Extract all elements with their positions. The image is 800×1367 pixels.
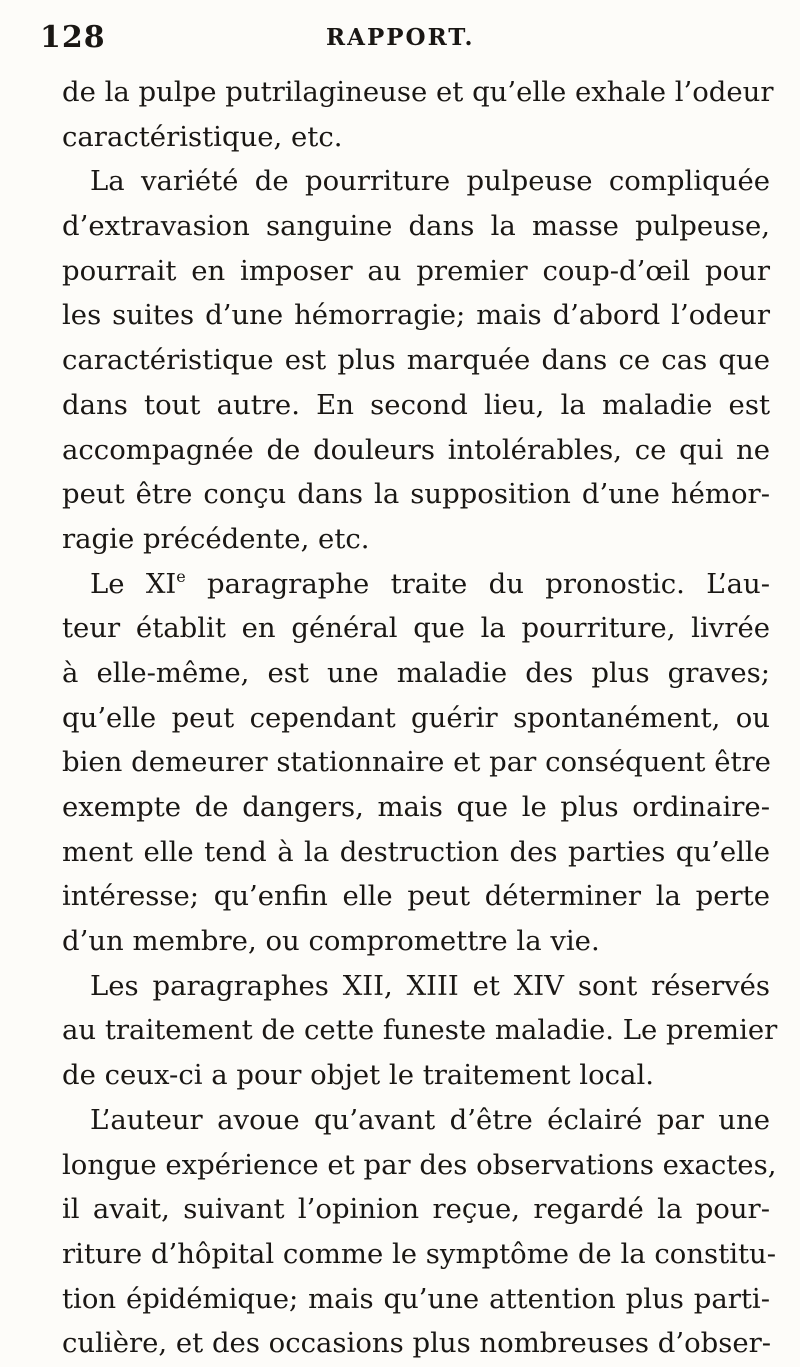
page-header [0,20,800,60]
text-line: teur établit en général que la pourriture, livrée [62,612,770,645]
text-line: exempte de dangers, mais que le plus ordinaire- [62,791,770,823]
text-line: longue expérience et par des observations exactes, [62,1148,777,1181]
text-line: à elle-même, est une maladie des plus graves; [62,656,770,689]
text-line [62,562,770,607]
text-line: riture d’hôpital comme le symptôme de la constitu- [62,1237,777,1270]
page-number: 128 [40,20,106,55]
text-line: bien demeurer stationnaire et par conséquent être [62,746,771,779]
text-line: au traitement de cette funeste maladie. Le premier [62,1014,778,1047]
text-line: culière, et des occasions plus nombreuses d’obser- [62,1327,772,1360]
text-line: La variété de pourriture pulpeuse compliquée [90,165,770,198]
text-line: caractéristique, etc. [62,120,343,153]
body-text [62,70,778,1366]
text-line: pourrait en imposer au premier coup-d’œil pour [62,254,770,287]
text-line: d’un membre, ou compromettre la vie. [62,925,600,958]
running-title: RAPPORT. [326,24,475,51]
text-line: tion épidémique; mais qu’une attention plus parti- [62,1282,770,1315]
text-line: de la pulpe putrilagineuse et qu’elle exhale l’odeur [62,76,774,108]
text-line: intéresse; qu’enfin elle peut déterminer la perte [62,880,770,913]
text-line: peut être conçu dans la supposition d’une hémor- [62,478,770,511]
text-line: d’extravasion sanguine dans la masse pulpeuse, [62,210,770,243]
text-line: de ceux-ci a pour objet le traitement local. [62,1059,654,1092]
text-line: qu’elle peut cependant guérir spontanément, ou [62,701,770,734]
line-text: paragraphe traite du pronostic. L’au- [185,567,771,600]
superscript: e [176,566,186,586]
text-line: les suites d’une hémorragie; mais d’abord l’odeur [62,299,770,332]
text-line: dans tout autre. En second lieu, la maladie est [62,388,770,421]
text-line: Les paragraphes XII, XIII et XIV sont réservés [90,969,770,1002]
text-line: ragie précédente, etc. [62,522,370,555]
text-line: caractéristique est plus marquée dans ce cas que [62,344,770,377]
text-line: ment elle tend à la destruction des parties qu’elle [62,835,770,868]
line-text: Le XI [90,567,177,600]
text-line: accompagnée de douleurs intolérables, ce qui ne [62,433,770,466]
text-line: il avait, suivant l’opinion reçue, regardé la pour- [62,1193,770,1226]
text-line: L’auteur avoue qu’avant d’être éclairé par une [90,1103,770,1136]
